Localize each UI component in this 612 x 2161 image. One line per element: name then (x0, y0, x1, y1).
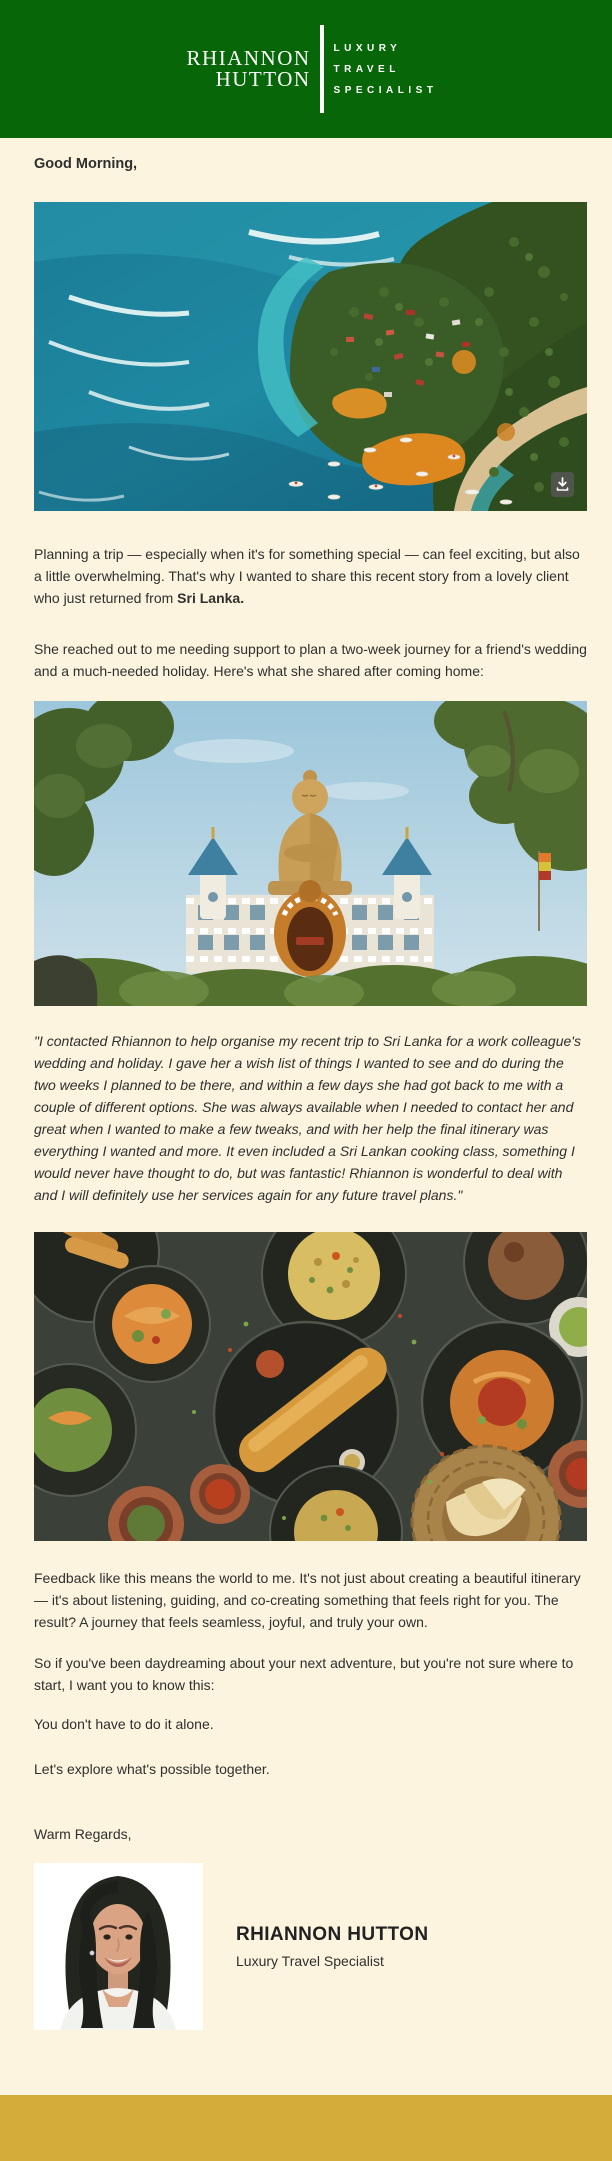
signature-name: RHIANNON HUTTON (236, 1924, 429, 1945)
logo-divider-bar (320, 25, 324, 113)
download-icon (556, 477, 569, 492)
client-testimonial: "I contacted Rhiannon to help organise my recent trip to Sri Lanka for a work colleague's wedding and holiday. I gave her a wish list of things I wanted to see and do during the two weeks I planned to be there, and within a few days she had got back to me with a couple of different options. She was always available when I needed to contact her and great when I wanted to make a few tweaks, and with her help the final itinerary was everything I wanted and more. It even included a Sri Lankan cooking class, something I would never have thought to do, but was fantastic! Rhiannon is wonderful to deal with and I will definitely use her services again for any future travel plans." (34, 1033, 581, 1203)
brand-name-line2: HUTTON (215, 67, 311, 91)
footer-bar (0, 2095, 612, 2161)
download-button[interactable] (551, 472, 574, 497)
destination-bold-text: Sri Lanka. (177, 590, 245, 606)
brand-logo (187, 25, 438, 113)
sri-lankan-food-photo (34, 1232, 587, 1541)
paragraph-client-story: She reached out to me needing support to plan a two-week journey for a friend's wedding and a much-needed holiday. Here's what she shared after coming home: (34, 641, 587, 679)
signature-block (34, 1863, 587, 2030)
signature-title: Luxury Travel Specialist (236, 1953, 384, 1969)
closing-text: Warm Regards, (34, 1826, 132, 1842)
golden-buddha-temple-photo (34, 701, 587, 1006)
email-body (0, 138, 612, 2030)
rhiannon-portrait-photo (34, 1863, 203, 2030)
paragraph-not-alone: You don't have to do it alone. (34, 1716, 214, 1732)
greeting-text: Good Morning, (34, 156, 138, 172)
paragraph-daydreaming: So if you've been daydreaming about your next adventure, but you're not sure where to start, I want you to know this: (34, 1655, 574, 1693)
food-illustration (34, 1232, 587, 1541)
paragraph-feedback: Feedback like this means the world to me. It's not just about creating a beautiful itinerary — it's about listening, guiding, and co-creating something that feels right for you. The result? A journey that feels seamless, joyful, and truly your own. (34, 1570, 581, 1630)
aerial-coastline-photo (34, 202, 587, 511)
signature-text (236, 1924, 428, 1969)
tagline-line2: TRAVEL (333, 63, 400, 75)
paragraph-intro (34, 543, 587, 609)
paragraph-explore: Let's explore what's possible together. (34, 1761, 270, 1777)
brand-tagline (334, 38, 438, 101)
brand-name (187, 48, 311, 90)
portrait-illustration (34, 1863, 203, 2030)
brand-header (0, 0, 612, 138)
aerial-coastline-illustration (34, 202, 587, 511)
paragraph-intro-text: Planning a trip — especially when it's for something special — can feel exciting, but also a little overwhelming. That's why I wanted to share this recent story from a lovely client who just returned from (34, 546, 580, 606)
tagline-line3: SPECIALIST (333, 84, 438, 96)
brand-name-line1: RHIANNON (186, 46, 311, 70)
temple-illustration (34, 701, 587, 1006)
tagline-line1: LUXURY (333, 42, 402, 54)
